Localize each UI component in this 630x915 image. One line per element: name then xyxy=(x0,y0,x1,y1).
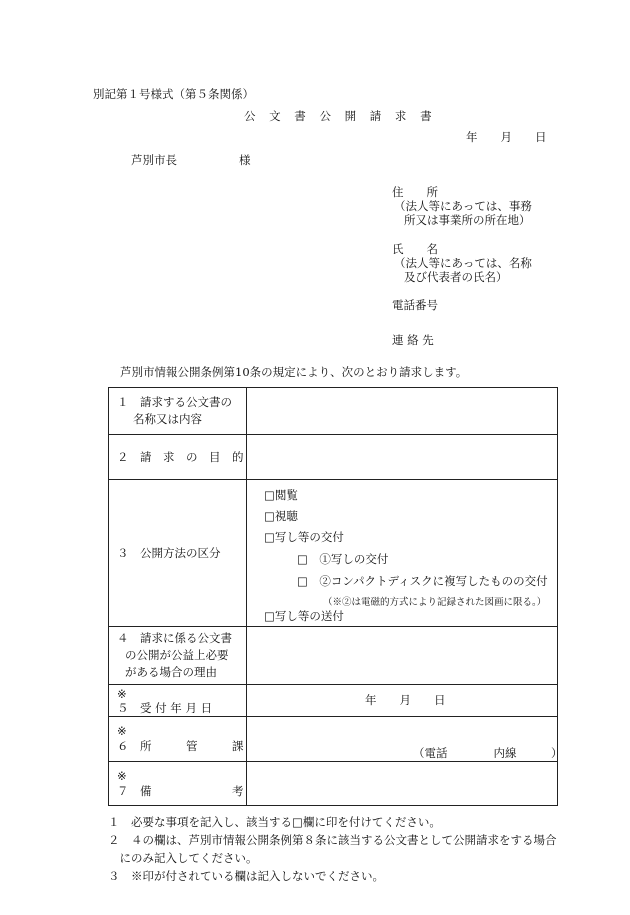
row5-label xyxy=(109,685,247,717)
disclosure-method-options xyxy=(247,480,558,627)
checkbox-copy-sub1[interactable]: □ ①写しの交付 xyxy=(297,552,389,566)
address-label: 住 所 xyxy=(392,185,438,199)
row1-label-line1: １ 請求する公文書の xyxy=(117,395,232,409)
row5-label-text: ５ 受 付 年 月 日 xyxy=(117,700,213,715)
form-number: 別記第１号様式（第５条関係） xyxy=(93,87,254,101)
date-line: 年 月 日 xyxy=(466,130,547,144)
note-1: １ 必要な事項を記入し、該当する□欄に印を付けてください。 xyxy=(108,815,441,829)
checkbox-view[interactable]: □閲覧 xyxy=(264,488,298,502)
row6-mark: ※ xyxy=(117,724,127,738)
address-note-1: （法人等にあっては、事務 xyxy=(394,199,532,213)
note-2: ２ ４の欄は、芦別市情報公開条例第８条に該当する公文書として公開請求をする場合 xyxy=(108,833,557,847)
row6-label xyxy=(109,717,247,762)
reception-date-field xyxy=(247,685,558,717)
row3-label: ３ 公開方法の区分 xyxy=(109,480,247,627)
intro-text: 芦別市情報公開条例第10条の規定により、次のとおり請求します。 xyxy=(120,365,468,379)
row7-label xyxy=(109,762,247,806)
row-reception-date xyxy=(109,685,558,717)
phone-label: 電話番号 xyxy=(392,298,438,312)
row4-label xyxy=(109,627,247,685)
note-2-continued: にのみ記入してください。 xyxy=(108,851,258,865)
department-field xyxy=(247,717,563,762)
document-title: 公 文 書 公 開 請 求 書 xyxy=(244,109,437,123)
addressee: 芦別市長 xyxy=(131,153,177,167)
contact-label: 連 絡 先 xyxy=(392,333,434,347)
document-name-field[interactable] xyxy=(247,388,558,435)
checkbox-copy-sub2[interactable]: □ ②コンパクトディスクに複写したものの交付 xyxy=(297,574,548,588)
honorific: 様 xyxy=(239,153,251,167)
row-remarks xyxy=(109,762,558,806)
checkbox-copy-delivery[interactable]: □写し等の交付 xyxy=(264,530,344,544)
name-note-1: （法人等にあっては、名称 xyxy=(394,256,532,270)
row4-label-line1: ４ 請求に係る公文書 xyxy=(117,631,232,645)
row-department xyxy=(109,717,558,762)
row-public-interest xyxy=(109,627,558,685)
row4-label-line2: の公開が公益上必要 xyxy=(125,648,229,662)
row4-label-line3: がある場合の理由 xyxy=(125,665,217,679)
row2-label: ２ 請 求 の 目 的 xyxy=(109,435,247,480)
row5-mark: ※ xyxy=(117,686,127,701)
department-phone-value: （電話 内線 ） xyxy=(413,746,563,760)
checkbox-copy-mail[interactable]: □写し等の送付 xyxy=(264,609,344,623)
copy-note: （※②は電磁的方式により記録された図画に限る。） xyxy=(323,597,547,608)
reception-date-value: 年 月 日 xyxy=(365,693,446,707)
row1-label-line2: 名称又は内容 xyxy=(133,412,202,426)
row-purpose xyxy=(109,435,558,480)
notes xyxy=(108,813,557,885)
remarks-field xyxy=(247,762,558,806)
checkbox-listen[interactable]: □視聴 xyxy=(264,509,298,523)
row-document-name xyxy=(109,388,558,435)
purpose-field[interactable] xyxy=(247,435,558,480)
name-note-2: 及び代表者の氏名） xyxy=(404,270,508,284)
row7-mark: ※ xyxy=(117,768,127,783)
address-note-2: 所又は事業所の所在地） xyxy=(404,213,531,227)
request-table xyxy=(108,387,563,806)
name-label: 氏 名 xyxy=(392,242,438,256)
row6-label-text: ６ 所 管 課 xyxy=(117,739,244,753)
row-disclosure-method xyxy=(109,480,558,627)
note-3: ３ ※印が付されている欄は記入しないでください。 xyxy=(108,869,384,883)
row7-label-text: ７ 備 考 xyxy=(117,783,244,798)
public-interest-field[interactable] xyxy=(247,627,558,685)
row1-label xyxy=(109,388,247,435)
